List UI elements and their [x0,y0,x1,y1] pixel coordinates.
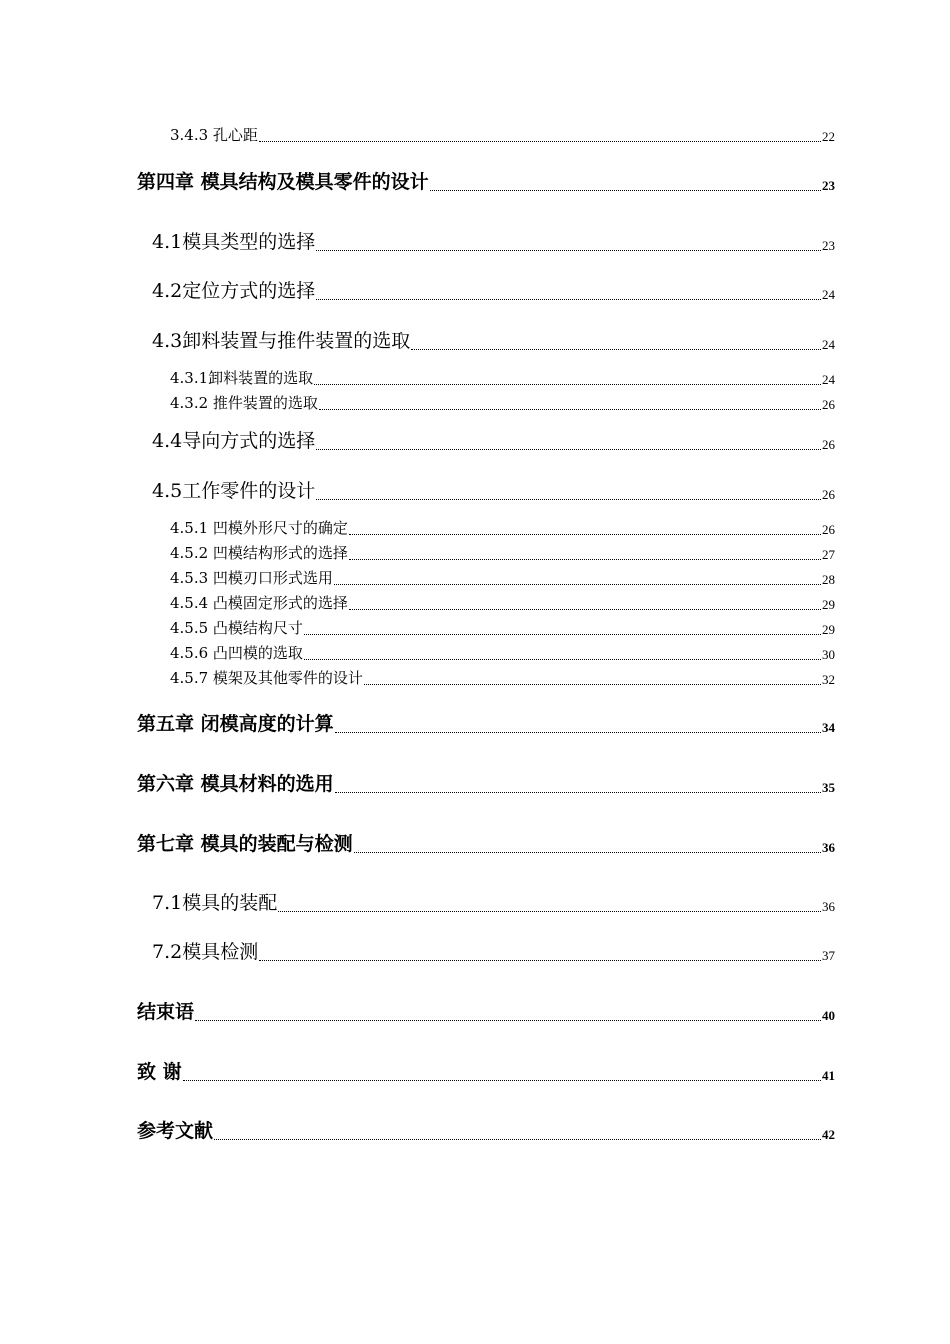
toc-leader-dots [316,449,821,450]
toc-entry[interactable] [137,1117,835,1143]
toc-leader-dots [304,659,821,660]
toc-entry[interactable] [152,327,835,353]
toc-leader-dots [316,250,821,251]
toc-entry-title: 4.5.7 模架及其他零件的设计 [170,669,363,687]
toc-entry[interactable] [152,277,835,303]
toc-entry-title: 4.3.2 推件装置的选取 [170,394,318,412]
toc-entry-page: 32 [822,672,835,687]
toc-entry-title: 4.2定位方式的选择 [152,280,316,302]
toc-entry-page: 26 [822,522,835,537]
toc-entry-title: 第四章 模具结构及模具零件的设计 [137,171,429,193]
toc-entry[interactable] [170,518,835,538]
toc-entry-title: 4.3卸料装置与推件装置的选取 [152,330,411,352]
toc-entry[interactable] [170,543,835,563]
toc-entry-page: 29 [822,622,835,637]
toc-entry[interactable] [152,938,835,964]
toc-entry-title: 第五章 闭模高度的计算 [137,713,334,735]
toc-entry-page: 42 [822,1127,835,1142]
toc-entry[interactable] [170,125,835,145]
toc-entry-title: 4.5.1 凹模外形尺寸的确定 [170,519,348,537]
toc-entry-page: 24 [822,287,835,302]
toc-entry-page: 37 [822,948,835,963]
toc-leader-dots [316,499,821,500]
toc-entry-page: 27 [822,547,835,562]
toc-entry[interactable] [170,368,835,388]
toc-entry[interactable] [137,1058,835,1084]
toc-entry-title: 7.1模具的装配 [152,892,278,914]
toc-leader-dots [259,960,821,961]
toc-entry[interactable] [170,568,835,588]
toc-entry[interactable] [137,168,835,194]
toc-entry[interactable] [137,770,835,796]
toc-leader-dots [319,409,821,410]
toc-entry-title: 3.4.3 孔心距 [170,126,258,144]
toc-entry-page: 29 [822,597,835,612]
toc-entry[interactable] [152,228,835,254]
toc-entry-page: 36 [822,899,835,914]
toc-entry-page: 35 [822,780,835,795]
toc-entry-page: 22 [822,129,835,144]
toc-leader-dots [304,634,821,635]
toc-entry[interactable] [137,998,835,1024]
toc-entry-title: 4.5.5 凸模结构尺寸 [170,619,303,637]
toc-leader-dots [349,534,821,535]
toc-leader-dots [214,1139,821,1140]
toc-entry-title: 致 谢 [137,1061,182,1083]
toc-entry-title: 4.3.1卸料装置的选取 [170,369,314,387]
toc-leader-dots [349,559,821,560]
toc-entry-page: 23 [822,238,835,253]
toc-entry-title: 4.5.3 凹模刃口形式选用 [170,569,333,587]
toc-leader-dots [334,584,821,585]
toc-entry-title: 第七章 模具的装配与检测 [137,833,353,855]
toc-entry-page: 41 [822,1068,835,1083]
toc-entry[interactable] [170,643,835,663]
toc-entry[interactable] [137,710,835,736]
toc-entry-title: 结束语 [137,1001,195,1023]
toc-leader-dots [335,792,821,793]
toc-entry-page: 24 [822,337,835,352]
toc-leader-dots [259,141,821,142]
toc-entry-title: 4.1模具类型的选择 [152,231,316,253]
toc-entry-page: 30 [822,647,835,662]
toc-entry[interactable] [170,668,835,688]
toc-entry-page: 34 [822,720,835,735]
toc-leader-dots [316,299,821,300]
toc-entry-page: 23 [822,178,835,193]
toc-leader-dots [349,609,821,610]
toc-entry-title: 7.2模具检测 [152,941,259,963]
toc-leader-dots [430,190,821,191]
toc-entry-page: 24 [822,372,835,387]
toc-entry-title: 4.5.6 凸凹模的选取 [170,644,303,662]
toc-entry-title: 4.5.2 凹模结构形式的选择 [170,544,348,562]
toc-entry[interactable] [152,427,835,453]
toc-leader-dots [411,349,821,350]
toc-entry[interactable] [137,830,835,856]
toc-entry-page: 36 [822,840,835,855]
toc-leader-dots [335,732,821,733]
toc-entry-title: 4.4导向方式的选择 [152,430,316,452]
toc-entry[interactable] [170,393,835,413]
toc-entry[interactable] [152,477,835,503]
toc-leader-dots [183,1080,821,1081]
toc-entry-page: 40 [822,1008,835,1023]
toc-entry-title: 4.5工作零件的设计 [152,480,316,502]
toc-entry[interactable] [152,889,835,915]
toc-entry[interactable] [170,593,835,613]
toc-entry-page: 26 [822,487,835,502]
toc-entry-page: 26 [822,397,835,412]
toc-entry-title: 4.5.4 凸模固定形式的选择 [170,594,348,612]
toc-entry-title: 第六章 模具材料的选用 [137,773,334,795]
toc-leader-dots [278,911,821,912]
toc-entry-page: 28 [822,572,835,587]
toc-leader-dots [354,852,821,853]
toc-entry-page: 26 [822,437,835,452]
toc-leader-dots [314,384,821,385]
toc-entry-title: 参考文献 [137,1120,214,1142]
toc-leader-dots [195,1020,821,1021]
toc-leader-dots [364,684,821,685]
toc-entry[interactable] [170,618,835,638]
